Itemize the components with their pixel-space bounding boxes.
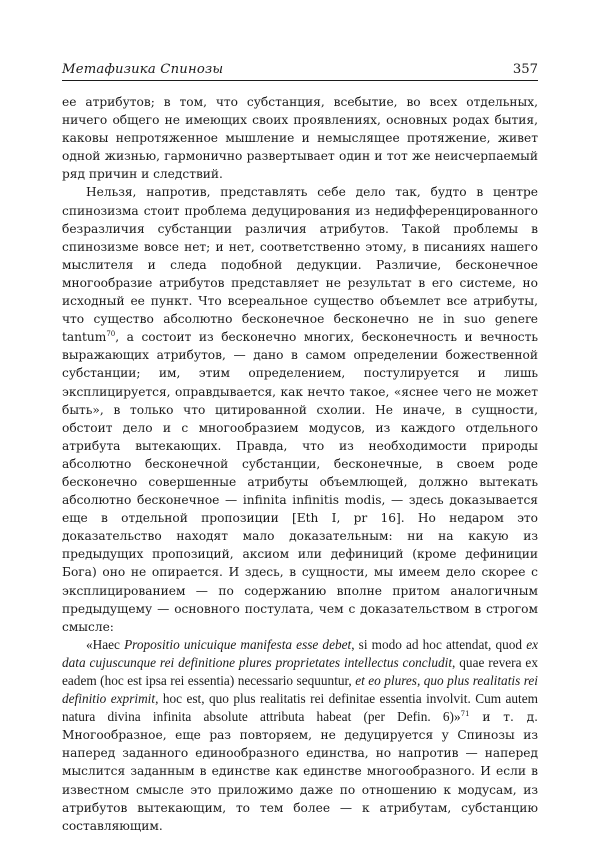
page bbox=[62, 62, 538, 835]
body-text bbox=[62, 93, 538, 835]
quote-italic-1: Propositio unicuique manifesta esse debet bbox=[124, 636, 352, 652]
footnote-ref-70: 70 bbox=[106, 330, 116, 339]
quote-text-2: , si modo ad hoc attendat, quod bbox=[351, 636, 527, 652]
paragraph-3-tail: и т. д. Многообразное, еще раз повторяем, не дедуцируется у Спинозы из наперед заданного единообразного единства, но напротив — наперед мыслится заданным в единстве как единстве многообразного. И если в известном смысле это приложимо даже по отношению к модусам, из атрибутов вытекающим, то тем более — к атрибутам, субстанцию составляющим. bbox=[62, 710, 538, 833]
quote-text-4: , hoc est, quo plus realitatis rei definitae essentia involvit. Cum autem natura divina infinita absolute attributa habeat (per Defin. 6)» bbox=[62, 691, 538, 725]
paragraph-2-part-a: Нельзя, напротив, представлять себе дело так, будто в центре спинозизма стоит проблема дедуцирования из недифференцированного безразличия субстанции различия атрибутов. Такой проблемы в спинозизме вовсе нет; и нет, соответственно этому, в писаниях нашего мыслителя и следа подобной дедукции. Различие, бесконечное многообразие атрибутов представляет не результат в его системе, но исходный ее пункт. Что всереальное существо объемлет все атрибуты, что существо абсолютно бесконечное бесконечно не in suo genere tantum bbox=[62, 185, 538, 345]
quote-italic-2: ex data cujuscunque rei definitione plures proprietates intellectus concludit bbox=[62, 636, 538, 670]
paragraph-3 bbox=[62, 636, 538, 835]
running-header bbox=[62, 62, 538, 81]
quote-text-3: , quae revera ex eadem (hoc est ipsa rei essentia) necessario sequuntur, bbox=[62, 654, 538, 688]
paragraph-2 bbox=[62, 183, 538, 635]
page-number: 357 bbox=[512, 62, 538, 77]
paragraph-1: ее атрибутов; в том, что субстанция, всебытие, во всех отдельных, ничего общего не имеющих своих проявлениях, основных родах бытия, каковы непротяженное мышление и немыслящее протяжение, живет одной жизнью, гармонично развертывает один и тот же неисчерпаемый ряд причин и следствий. bbox=[62, 95, 538, 182]
quote-italic-3: et eo plures, quo plus realitatis rei definitio exprimit bbox=[62, 673, 538, 707]
paragraph-2-part-b: , а состоит из бесконечно многих, бесконечность и вечность выражающих атрибутов, — дано в самом определении божественной субстанции; им, этим определением, постулируется и лишь эксплицируется, оправдывается, как нечто такое, «яснее чего не может быть», в только что цитированной схолии. Не иначе, в сущности, обстоит дело и с многообразием модусов, из каждого отдельного атрибута вытекающих. Правда, что из необходимости природы абсолютно бесконечной субстанции, бесконечные, в своем роде бесконечно совершенные атрибуты объемлющей, должно вытекать абсолютно бесконечное — infinita infinitis modis, — здесь доказывается еще в отдельной пропозиции [Eth I, pr 16]. Но недаром это доказательство находят мало доказательным: ни на какую из предыдущих пропозиций, аксиом или дефиниций (кроме дефиниции Бога) оно не опирается. И здесь, в сущности, мы имеем дело скорее с эксплицированием — по содержанию вполне притом аналогичным предыдущему — основного постулата, чем с доказательством в строгом смысле: bbox=[62, 330, 538, 634]
footnote-ref-71: 71 bbox=[460, 710, 470, 719]
running-title: Метафизика Спинозы bbox=[62, 62, 224, 77]
quote-open: «Haec bbox=[86, 636, 125, 652]
